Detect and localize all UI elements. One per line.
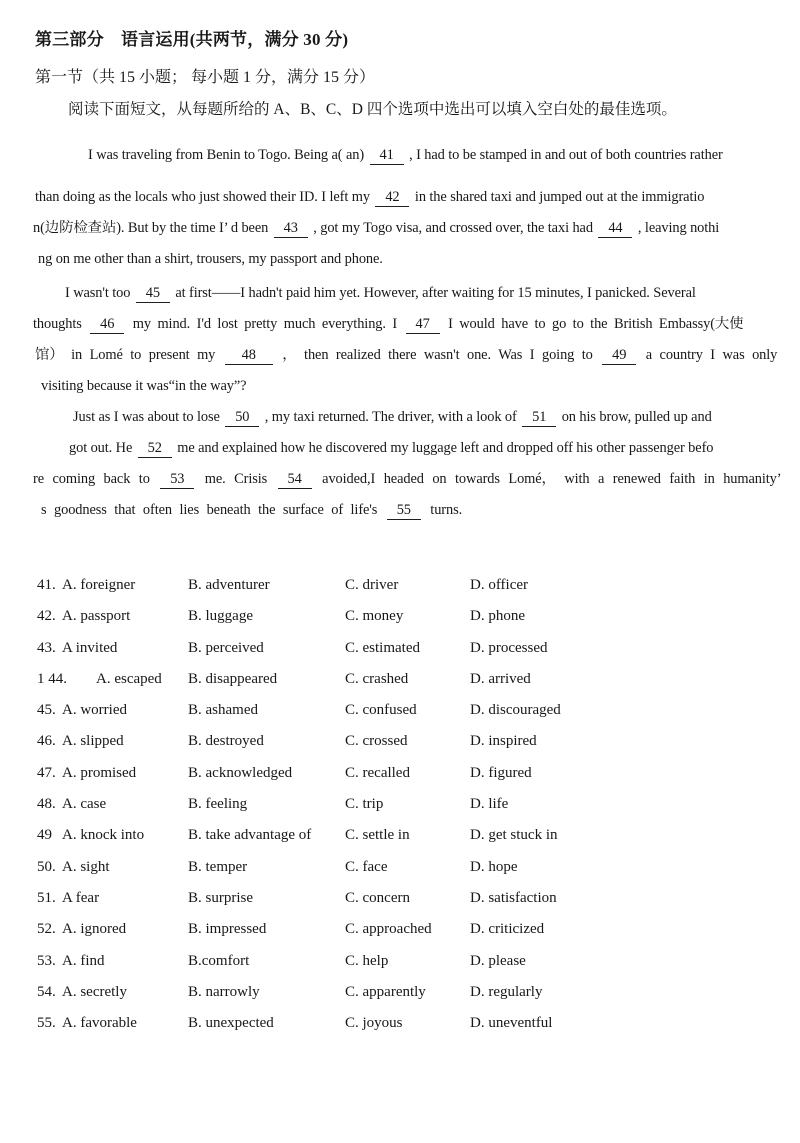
option-c: C. money (345, 608, 404, 625)
passage-text: my mind. I'd lost pretty much everything. I (126, 316, 404, 332)
option-row-45 (37, 695, 774, 726)
question-number: 54. (37, 983, 56, 1000)
passage-text: ， then realized there wasn't one. Was I going to (274, 347, 601, 363)
blank-44: 44 (598, 221, 632, 238)
passage-text: , got my Togo visa, and crossed over, the taxi had (309, 220, 597, 236)
passage-text: , I had to be stamped in and out of both countries rather (405, 147, 723, 163)
blank-49: 49 (602, 348, 636, 365)
option-a: A. ignored (62, 921, 127, 938)
option-d: D. please (470, 952, 526, 969)
option-d: D. regularly (470, 983, 543, 1000)
passage-text: I was traveling from Benin to Togo. Being a( an) (88, 147, 368, 163)
passage-text: re coming back to (33, 471, 159, 487)
question-number: 49 (37, 827, 52, 844)
passage-text: I wasn't too (65, 285, 134, 301)
passage-line-4 (33, 244, 774, 275)
option-c: C. joyous (345, 1015, 403, 1032)
option-c: C. apparently (345, 983, 426, 1000)
blank-55: 55 (387, 503, 421, 520)
option-d: D. arrived (470, 670, 531, 687)
passage-line-8 (33, 371, 774, 402)
section-heading: 第一节（共 15 小题； 每小题 1 分，满分 15 分） (35, 69, 376, 86)
passage-line-3 (33, 213, 774, 244)
passage-text: me. Crisis (196, 471, 276, 487)
passage-line-2 (33, 182, 774, 213)
passage-text: in the shared taxi and jumped out at the immigratio (411, 189, 705, 205)
option-d: D. satisfaction (470, 889, 557, 906)
question-number: 55. (37, 1015, 56, 1032)
option-a: A. find (62, 952, 105, 969)
option-a: A. worried (62, 702, 127, 719)
passage-text: turns. (422, 502, 463, 518)
option-c: C. help (345, 952, 389, 969)
passage-line-11 (33, 464, 782, 495)
blank-52: 52 (138, 441, 172, 458)
option-c: C. crossed (345, 733, 408, 750)
passage-text: me and explained how he discovered my luggage left and dropped off his other passenger befo (173, 440, 714, 456)
passage-line-6 (33, 309, 774, 340)
option-c: C. crashed (345, 670, 409, 687)
option-a: A fear (62, 889, 100, 906)
option-a: A. escaped (96, 670, 162, 687)
blank-46: 46 (90, 317, 124, 334)
option-b: B. ashamed (188, 702, 258, 719)
option-row-51 (37, 883, 774, 914)
passage-text: n(边防检查站). But by the time I’ d been (33, 220, 272, 236)
option-row-47 (37, 758, 774, 789)
blank-53: 53 (160, 472, 194, 489)
option-d: D. officer (470, 577, 529, 593)
option-a: A. promised (62, 764, 137, 781)
blank-50: 50 (225, 410, 259, 427)
option-row-42 (37, 601, 774, 632)
question-number: 1 44. (37, 670, 67, 687)
option-a: A. knock into (62, 827, 145, 844)
blank-54: 54 (278, 472, 312, 489)
question-number: 46. (37, 733, 56, 750)
passage-text: , leaving nothi (634, 220, 720, 236)
passage-text: Just as I was about to lose (73, 409, 224, 425)
option-b: B. destroyed (188, 733, 264, 750)
option-d: D. uneventful (470, 1015, 553, 1032)
option-row-54 (37, 977, 774, 1008)
option-c: C. face (345, 858, 388, 875)
option-b: B. disappeared (188, 670, 278, 687)
option-c: C. recalled (345, 764, 410, 781)
option-b: B. unexpected (188, 1015, 274, 1032)
question-number: 45. (37, 702, 56, 719)
option-a: A. secretly (62, 983, 127, 1000)
option-c: C. driver (345, 577, 399, 593)
option-d: D. get stuck in (470, 827, 558, 844)
option-c: C. settle in (345, 827, 410, 844)
option-row-46 (37, 726, 774, 757)
passage-line-9 (33, 402, 774, 433)
passage-line-10 (33, 433, 774, 464)
question-number: 51. (37, 889, 56, 906)
question-number: 47. (37, 764, 56, 781)
question-number: 41. (37, 577, 56, 593)
option-row-48 (37, 789, 774, 820)
option-row-144 (37, 664, 774, 695)
option-a: A. favorable (62, 1015, 137, 1032)
blank-43: 43 (274, 221, 308, 238)
option-row-41 (37, 570, 774, 601)
option-a: A. passport (62, 608, 131, 625)
passage-text: , my taxi returned. The driver, with a look of (261, 409, 521, 425)
option-row-52 (37, 914, 774, 945)
option-d: D. phone (470, 608, 525, 625)
option-c: C. confused (345, 702, 417, 719)
option-row-55 (37, 1008, 774, 1039)
part-heading: 第三部分 语言运用(共两节，满分 30 分) (35, 30, 349, 49)
question-number: 43. (37, 639, 56, 656)
option-row-49 (37, 820, 774, 851)
option-d: D. discouraged (470, 702, 561, 719)
passage-text: thoughts (33, 316, 89, 332)
passage-line-7 (33, 340, 778, 371)
blank-41: 41 (370, 148, 404, 165)
option-b: B.comfort (188, 952, 250, 969)
option-b: B. impressed (188, 921, 267, 938)
blank-48: 48 (225, 348, 273, 365)
passage-text: a country I was only (638, 347, 778, 363)
option-d: D. criticized (470, 921, 545, 938)
passage-text: s goodness that often lies beneath the surface of life's (41, 502, 385, 518)
option-b: B. adventurer (188, 577, 270, 593)
option-b: B. surprise (188, 889, 253, 906)
blank-47: 47 (406, 317, 440, 334)
option-b: B. temper (188, 858, 248, 875)
options-table (33, 570, 774, 1039)
option-row-53 (37, 946, 774, 977)
option-b: B. feeling (188, 796, 248, 813)
question-number: 42. (37, 608, 56, 625)
question-number: 52. (37, 921, 56, 938)
blank-45: 45 (136, 286, 170, 303)
option-b: B. perceived (188, 639, 264, 656)
option-d: D. figured (470, 764, 532, 781)
passage-text: at first——I hadn't paid him yet. However, after waiting for 15 minutes, I panicked. Several (171, 285, 696, 301)
option-c: C. approached (345, 921, 432, 938)
option-a: A. sight (62, 858, 110, 875)
cloze-passage (33, 140, 782, 526)
passage-text: got out. He (69, 440, 136, 456)
passage-text: avoided,I headed on towards Lomé， with a renewed faith in humanity’ (313, 471, 782, 487)
option-d: D. life (470, 796, 509, 813)
option-d: D. hope (470, 858, 518, 875)
passage-line-12 (33, 495, 774, 526)
passage-text: visiting because it was“in the way”? (41, 378, 247, 394)
option-b: B. narrowly (188, 983, 260, 1000)
passage-text: I would have to go to the British Embassy(大使 (441, 316, 744, 332)
option-d: D. processed (470, 639, 548, 656)
option-a: A invited (62, 639, 118, 656)
passage-text: than doing as the locals who just showed their ID. I left my (35, 189, 374, 205)
passage-line-5 (33, 278, 774, 309)
option-a: A. foreigner (62, 577, 136, 593)
option-b: B. take advantage of (188, 827, 312, 844)
option-c: C. trip (345, 796, 384, 813)
passage-line-1 (33, 140, 774, 171)
option-b: B. luggage (188, 608, 253, 625)
option-b: B. acknowledged (188, 764, 293, 781)
passage-text: 馆） in Lomé to present my (35, 347, 223, 363)
passage-text: ng on me other than a shirt, trousers, my passport and phone. (38, 251, 383, 267)
option-a: A. case (62, 796, 107, 813)
passage-text: on his brow, pulled up and (558, 409, 712, 425)
option-d: D. inspired (470, 733, 537, 750)
blank-42: 42 (375, 190, 409, 207)
question-number: 50. (37, 858, 56, 875)
option-a: A. slipped (62, 733, 124, 750)
option-c: C. concern (345, 889, 410, 906)
blank-51: 51 (522, 410, 556, 427)
option-row-50 (37, 852, 774, 883)
instruction-text: 阅读下面短文，从每题所给的 A、B、C、D 四个选项中选出可以填入空白处的最佳选项。 (68, 101, 677, 118)
question-number: 53. (37, 952, 56, 969)
question-number: 48. (37, 796, 56, 813)
option-row-43 (37, 633, 774, 664)
option-c: C. estimated (345, 639, 420, 656)
